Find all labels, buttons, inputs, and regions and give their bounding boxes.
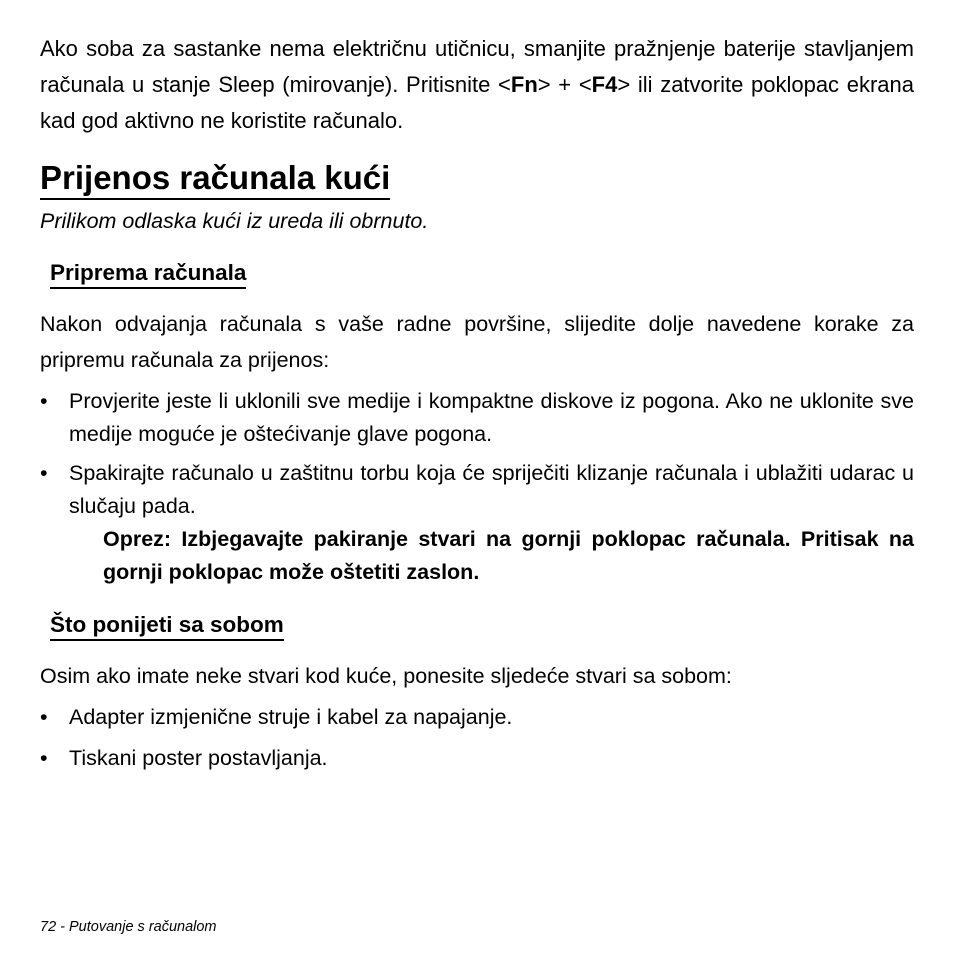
section-title: Prijenos računala kući	[40, 159, 390, 200]
list-item-text: Adapter izmjenične struje i kabel za napajanje.	[69, 705, 513, 729]
list-item	[40, 457, 914, 523]
bullet-glyph: •	[40, 705, 48, 729]
intro-paragraph	[40, 31, 914, 139]
caution-note: Oprez: Izbjegavajte pakiranje stvari na gornji poklopac računala. Pritisak na gornji poklopac može oštetiti zaslon.	[103, 527, 914, 584]
bullet-glyph: •	[40, 461, 48, 485]
intro-text-3: > ili zatvorite poklopac ekrana kad god aktivno ne koristite računalo.	[40, 72, 914, 133]
list-item-text: Tiskani poster postavljanja.	[69, 746, 328, 770]
intro-text-2: > + <	[537, 72, 592, 97]
section-lead: Prilikom odlaska kući iz ureda ili obrnuto.	[40, 209, 429, 233]
bullet-glyph: •	[40, 389, 48, 413]
key-fn: Fn	[510, 72, 538, 97]
subsection-title-sto-ponijeti: Što ponijeti sa sobom	[50, 611, 284, 641]
bullet-list-sto-ponijeti	[40, 701, 914, 775]
page-footer: 72 - Putovanje s računalom	[40, 919, 217, 935]
subsection-paragraph-sto-ponijeti: Osim ako imate neke stvari kod kuće, ponesite sljedeće stvari sa sobom:	[40, 664, 732, 688]
list-item	[40, 742, 914, 775]
bullet-glyph: •	[40, 746, 48, 770]
list-item-text: Spakirajte računalo u zaštitnu torbu koja će spriječiti klizanje računala i ublažiti udarac u slučaju pada.	[69, 461, 914, 518]
intro-text-1: Ako soba za sastanke nema električnu utičnicu, smanjite pražnjenje baterije stavljanjem računala u stanje Sleep (mirovanje). Pritisnite <	[40, 36, 914, 97]
page-content	[40, 31, 914, 775]
list-item	[40, 701, 914, 734]
list-item	[40, 385, 914, 451]
bullet-list-priprema	[40, 385, 914, 523]
key-f4: F4	[591, 72, 618, 97]
list-item-text: Provjerite jeste li uklonili sve medije i kompaktne diskove iz pogona. Ako ne uklonite sve medije moguće je oštećivanje glave pogona.	[69, 389, 914, 446]
subsection-paragraph-priprema: Nakon odvajanja računala s vaše radne površine, slijedite dolje navedene korake za pripremu računala za prijenos:	[40, 312, 914, 372]
subsection-title-priprema: Priprema računala	[50, 259, 246, 289]
